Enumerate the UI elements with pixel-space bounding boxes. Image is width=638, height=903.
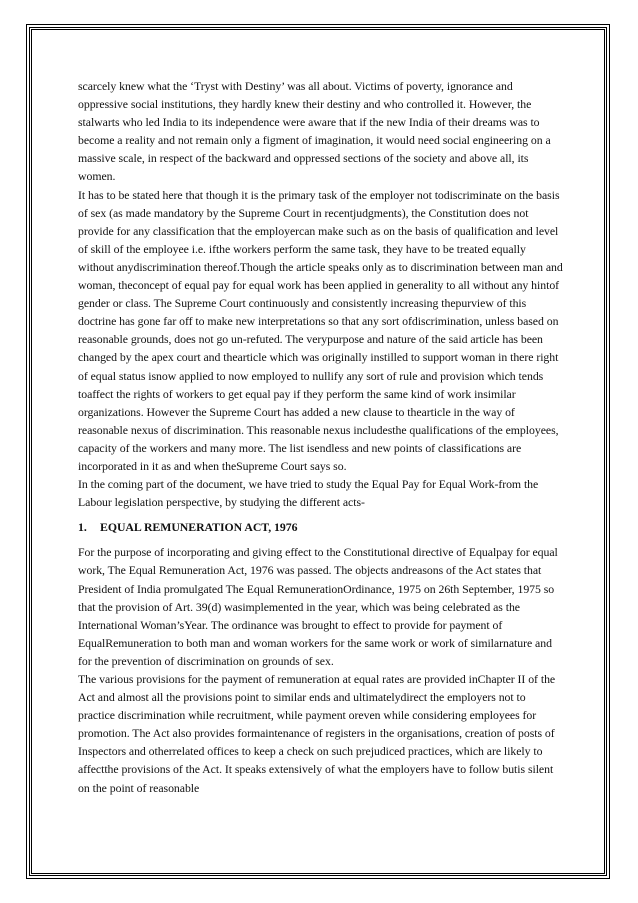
paragraph-act-purpose: For the purpose of incorporating and giving effect to the Constitutional directive of Equalpay for equal work, The Equal Remuneration Act, 1976 was passed. The objects andreasons of the Act states that President of India promulgated The Equal RemunerationOrdinance, 1975 on 26th September, 1975 so that the provision of Art. 39(d) wasimplemented in the year, which was being celebrated as the International Woman’sYear. The ordinance was brought to effect to provide for payment of EqualRemuneration to both man and woman workers for the same work or work of similarnature and for the prevention of discrimination on grounds of sex. [78,545,558,668]
paragraph-coming-part: In the coming part of the document, we have tried to study the Equal Pay for Equal Work-from the Labour legislation perspective, by studying the different acts- [78,477,539,510]
section-heading [78,518,564,536]
document-body [78,77,564,797]
section-heading-title: EQUAL REMUNERATION ACT, 1976 [100,520,298,535]
paragraph-act-provisions: The various provisions for the payment of remuneration at equal rates are provided inChapter II of the Act and almost all the provisions point to similar ends and ultimatelydirect the employers not to practice discrimination while recruitment, while payment oreven while considering employees for promotion. The Act also provides formaintenance of registers in the organisations, creation of posts of Inspectors and otherrelated offices to keep a check on such prejudiced practices, which are likely to affectthe provisions of the Act. It speaks extensively of what the employers have to follow butis silent on the point of reasonable [78,672,556,795]
paragraph-employer-discrimination: It has to be stated here that though it is the primary task of the employer not todiscriminate on the basis of sex (as made mandatory by the Supreme Court in recentjudgments), the Constitution does not provide for any classification that the employercan make such as on the basis of qualification and level of skill of the employee i.e. ifthe workers perform the same task, they have to be treated equally without anydiscrimination thereof.Though the article speaks only as to discrimination between man and woman, theconcept of equal pay for equal work has been applied in generality to all without any hintof gender or class. The Supreme Court continuously and consistently increasing thepurview of this doctrine has gone far off to make new interpretations so that any sort ofdiscrimination, unless based on reasonable grounds, does not go un-refuted. The verypurpose and nature of the said article has been changed by the apex court and thearticle which was originally instilled to support woman in there right of equal status isnow applied to now employed to nullify any sort of rule and provision which tends toaffect the rights of workers to get equal pay if they perform the same kind of work insimilar organizations. However the Supreme Court has added a new clause to thearticle in the way of reasonable nexus of discrimination. This reasonable nexus includesthe qualifications of the employees, capacity of the workers and many more. The list isendless and new points of classifications are incorporated in it as and when theSupreme Court says so. [78,187,563,473]
section-heading-number: 1. [78,520,87,535]
paragraph-intro: scarcely knew what the ‘Tryst with Destiny’ was all about. Victims of poverty, ignorance and oppressive social institutions, they hardly knew their destiny and who controlled it. However, the stalwarts who led India to its independence were aware that if the new India of their dreams was to become a reality and not remain only a figment of imagination, it would need social engineering on a massive scale, in respect of the backward and oppressed sections of the society and above all, its women. [78,79,551,184]
